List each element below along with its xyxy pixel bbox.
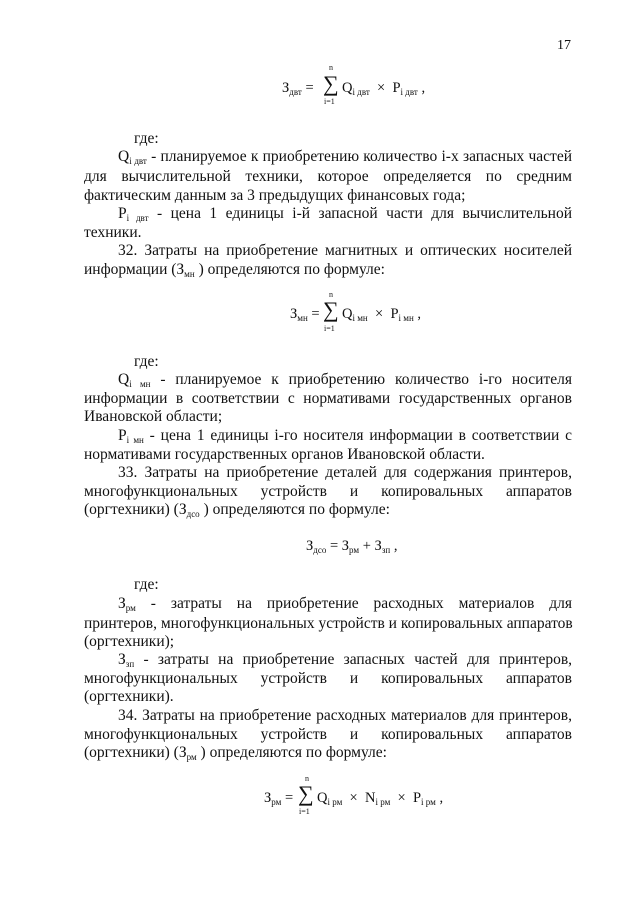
def-p-dvt-line2: техники.: [84, 224, 142, 241]
def-q-dvt-line2: для вычислительной техники, которое определяется по средним: [84, 168, 572, 185]
item-34-line1: 34. Затраты на приобретение расходных материалов для принтеров,: [118, 707, 572, 724]
def-z-rm-line3: (оргтехники);: [84, 633, 175, 650]
def-q-mn-line2: информации в соответствии с нормативами государственных органов: [84, 390, 572, 407]
formula-zdso: $З_{дсо} = З_{рм} + З_{зп}$ ,: [306, 538, 398, 555]
def-z-rm-line1: $З_{рм}$ - затраты на приобретение расходных материалов для: [118, 595, 572, 613]
def-z-zp-line1: $З_{зп}$ - затраты на приобретение запасных частей для принтеров,: [118, 651, 573, 669]
def-p-mn-line1: $P_{i мн}$ - цена 1 единицы i-го носителя информации в соответствии с: [118, 427, 572, 445]
def-p-dvt-line1: $P_{i двт}$ - цена 1 единицы i-й запасной части для вычислительной: [118, 205, 572, 223]
def-z-rm-line2: принтеров, многофункциональных устройств и копировальных аппаратов: [84, 615, 573, 632]
def-p-mn-line2: нормативами государственных органов Ивановской области.: [84, 446, 485, 463]
item-33-line3: (оргтехники) ($З_{дсо}$ ) определяются по формуле:: [84, 501, 390, 519]
def-z-zp-line3: (оргтехники).: [84, 688, 174, 705]
item-34-line2: многофункциональных устройств и копировальных аппаратов: [84, 726, 572, 743]
def-z-zp-line2: многофункциональных устройств и копировальных аппаратов: [84, 670, 572, 687]
where-label-2: где:: [134, 353, 159, 370]
def-q-dvt-line3: фактическим данным за 3 предыдущих финансовых года;: [84, 187, 466, 204]
item-32-line2: информации ($З_{мн}$ ) определяются по формуле:: [84, 261, 385, 279]
item-34-line3: (оргтехники) ($З_{рм}$ ) определяются по формуле:: [84, 744, 387, 762]
page-number: 17: [557, 38, 571, 53]
item-33-line1: 33. Затраты на приобретение деталей для содержания принтеров,: [118, 464, 572, 481]
where-label-1: где:: [134, 130, 159, 147]
item-33-line2: многофункциональных устройств и копировальных аппаратов: [84, 483, 572, 500]
where-label-3: где:: [134, 576, 159, 593]
def-q-dvt-line1: $Q_{i двт}$ - планируемое к приобретению количество i-х запасных частей: [118, 148, 573, 166]
def-q-mn-line1: $Q_{i мн}$ - планируемое к приобретению количество i-го носителя: [118, 371, 572, 389]
def-q-mn-line3: Ивановской области;: [84, 408, 223, 425]
item-32-line1: 32. Затраты на приобретение магнитных и оптических носителей: [118, 242, 572, 259]
